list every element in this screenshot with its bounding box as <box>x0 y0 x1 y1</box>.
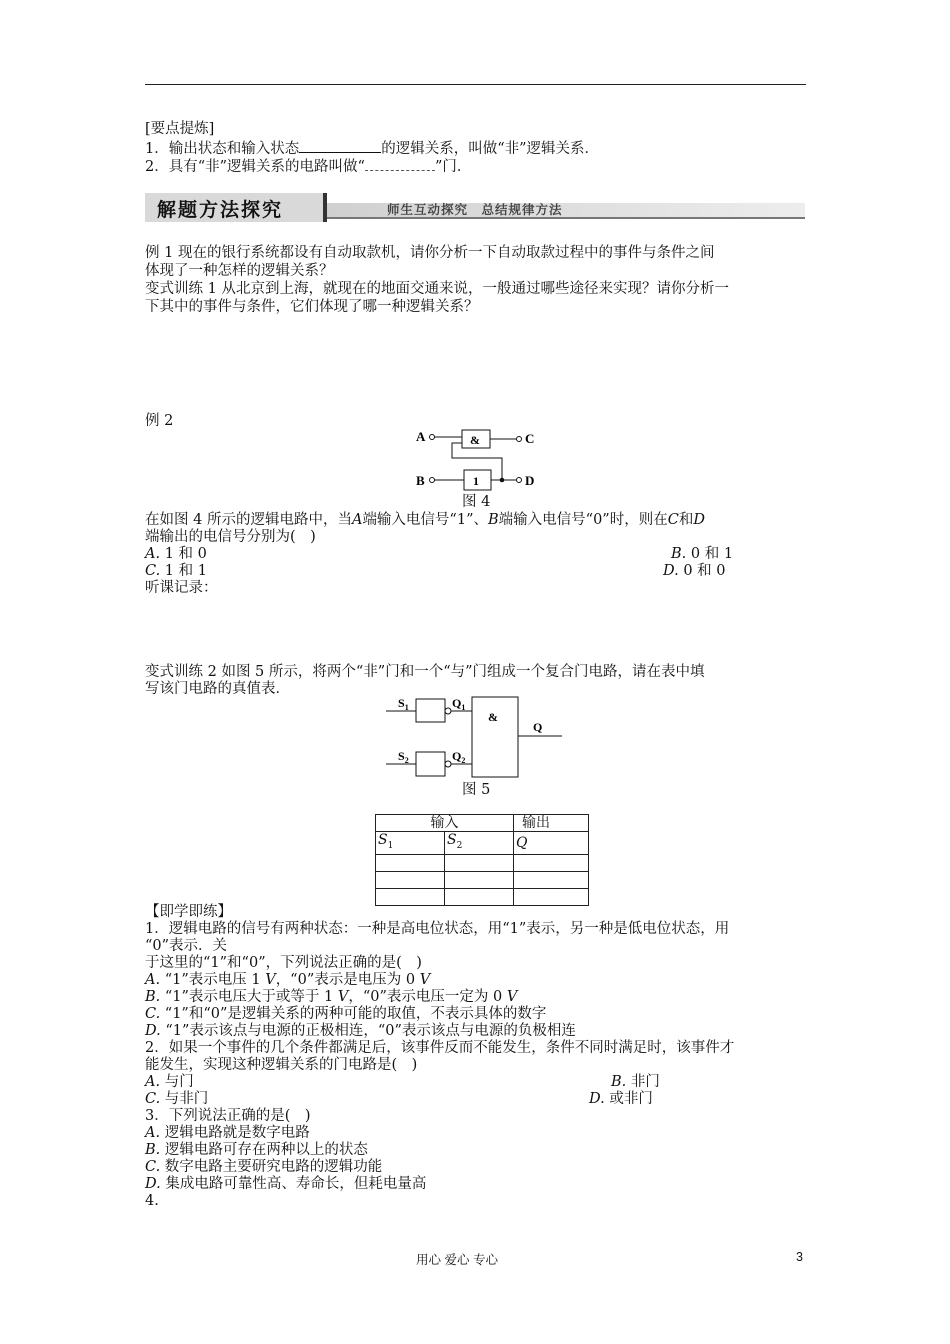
truth-table <box>375 814 589 906</box>
q4-number: 4. <box>145 1193 159 1209</box>
q1-line1: 1．逻辑电路的信号有两种状态：一种是高电位状态，用“1”表示，另一种是低电位状态，用 <box>145 921 730 937</box>
key-point-1: 1．输出状态和输入状态 的逻辑关系，叫做“非”逻辑关系． <box>145 141 600 157</box>
table-cell[interactable] <box>514 888 589 905</box>
key-points-title: [要点提炼] <box>145 121 215 137</box>
option-c[interactable]: C. 1 和 1 <box>145 563 207 579</box>
table-row <box>376 888 589 905</box>
input-a-label: A <box>416 429 426 444</box>
banner-title: 解题方法探究 <box>157 199 284 221</box>
q1-option-a[interactable]: A. “1”表示电压 1 V，“0”表示是电压为 0 V <box>145 972 431 988</box>
q3-option-a[interactable]: A. 逻辑电路就是数字电路 <box>145 1125 310 1141</box>
not-gate-1 <box>416 699 445 722</box>
table-cell[interactable] <box>445 871 514 888</box>
inverter-bubble <box>445 708 451 714</box>
table-cell[interactable] <box>514 854 589 871</box>
banner-subtitle: 师生互动探究 总结规律方法 <box>387 202 563 217</box>
table-cell[interactable] <box>514 871 589 888</box>
and-gate-symbol: & <box>488 710 498 724</box>
q3-option-d[interactable]: D. 集成电路可靠性高、寿命长，但耗电量高 <box>145 1176 427 1192</box>
example1-line2: 体现了一种怎样的逻辑关系？ <box>145 263 334 279</box>
header-rule <box>145 84 806 85</box>
figure-5-circuit <box>384 692 566 782</box>
page-number: 3 <box>796 1250 803 1264</box>
q2-label: $Q_2$ <box>452 749 466 765</box>
inverter-bubble <box>445 761 451 767</box>
option-d[interactable]: D. 0 和 0 <box>663 563 726 579</box>
figure-4-circuit <box>410 425 545 497</box>
footer-slogan: 用心 爱心 专心 <box>416 1253 498 1267</box>
q1-line3: 于这里的“1”和“0”，下列说法正确的是( ) <box>145 955 422 971</box>
example2-question-line2: 端输出的电信号分别为( ) <box>145 529 316 545</box>
q1-line2: “0”表示．关 <box>145 938 228 954</box>
example2-question-line1: 在如图 4 所示的逻辑电路中，当A端输入电信号“1”、B端输入电信号“0”时，则在C和D <box>145 512 705 528</box>
q1-option-b[interactable]: B. “1”表示电压大于或等于 1 V，“0”表示电压一定为 0 V <box>145 989 518 1005</box>
q2-line1: 2．如果一个事件的几个条件都满足后，该事件反而不能发生，条件不同时满足时，该事件才 <box>145 1040 735 1056</box>
figure-4-caption: 图 4 <box>462 494 491 510</box>
input-b-terminal <box>430 478 435 483</box>
notes-label: 听课记录： <box>145 580 218 596</box>
and-gate <box>472 697 518 777</box>
variant2-line2: 写该门电路的真值表． <box>145 681 290 697</box>
q1-option-d[interactable]: D. “1”表示该点与电源的正极相连，“0”表示该点与电源的负极相连 <box>145 1023 576 1039</box>
q3-option-c[interactable]: C. 数字电路主要研究电路的逻辑功能 <box>145 1159 383 1175</box>
q1-option-c[interactable]: C. “1”和“0”是逻辑关系的两种可能的取值，不表示具体的数字 <box>145 1006 547 1022</box>
figure-5-caption: 图 5 <box>462 782 491 798</box>
example1-line1: 例 1 现在的银行系统都设有自动取款机，请你分析一下自动取款过程中的事件与条件之间 <box>145 245 715 261</box>
table-cell[interactable] <box>376 888 445 905</box>
s2-label: $S_2$ <box>398 749 409 765</box>
truth-table-s2-header: $S_2$ <box>445 832 514 855</box>
table-cell[interactable] <box>445 888 514 905</box>
variant1-line1: 变式训练 1 从北京到上海，就现在的地面交通来说，一般通过哪些途径来实现？请你分析一 <box>145 281 729 297</box>
junction-dot <box>500 478 505 483</box>
banner-subtitle-bar <box>327 203 805 219</box>
truth-table-input-header: 输入 <box>376 815 514 832</box>
practice-title: 【即学即练】 <box>145 904 232 920</box>
section-banner <box>145 191 805 225</box>
q1-label: $Q_1$ <box>452 696 466 712</box>
option-a[interactable]: A. 1 和 0 <box>145 546 207 562</box>
q3-option-b[interactable]: B. 逻辑电路可存在两种以上的状态 <box>145 1142 368 1158</box>
key-point-2: 2．具有“非”逻辑关系的电路叫做“ ”门． <box>145 159 472 175</box>
option-b[interactable]: B. 0 和 1 <box>671 546 734 562</box>
fill-blank[interactable] <box>299 139 381 153</box>
q2-option-a[interactable]: A. 与门 <box>145 1074 194 1090</box>
q2-option-d[interactable]: D. 或非门 <box>589 1091 653 1107</box>
truth-table-s1-header: $S_1$ <box>376 832 445 855</box>
table-cell[interactable] <box>445 854 514 871</box>
table-row <box>376 871 589 888</box>
q2-line2: 能发生，实现这种逻辑关系的门电路是( ) <box>145 1057 418 1073</box>
example2-label: 例 2 <box>145 413 174 429</box>
table-row <box>376 854 589 871</box>
q2-option-c[interactable]: C. 与非门 <box>145 1091 209 1107</box>
not-gate-symbol: 1 <box>473 474 479 488</box>
and-gate-symbol: & <box>470 433 480 447</box>
table-cell[interactable] <box>376 854 445 871</box>
truth-table-output-header: 输出 <box>514 815 589 832</box>
variant1-line2: 下其中的事件与条件，它们体现了哪一种逻辑关系？ <box>145 299 479 315</box>
variant2-line1: 变式训练 2 如图 5 所示，将两个“非”门和一个“与”门组成一个复合门电路，请在表中填 <box>145 664 705 680</box>
input-a-terminal <box>430 435 435 440</box>
output-c-label: C <box>525 431 535 446</box>
fill-blank[interactable] <box>365 157 435 171</box>
input-b-label: B <box>416 473 425 488</box>
table-cell[interactable] <box>376 871 445 888</box>
output-d-terminal <box>517 478 522 483</box>
s1-label: $S_1$ <box>398 696 409 712</box>
output-c-terminal <box>517 437 522 442</box>
q-output-label: Q <box>533 720 543 734</box>
banner-title-box <box>145 193 327 222</box>
q3-line1: 3．下列说法正确的是( ) <box>145 1108 311 1124</box>
truth-table-q-header: Q <box>514 832 589 855</box>
not-gate-2 <box>416 752 445 776</box>
q2-option-b[interactable]: B. 非门 <box>611 1074 660 1090</box>
output-d-label: D <box>525 473 535 488</box>
